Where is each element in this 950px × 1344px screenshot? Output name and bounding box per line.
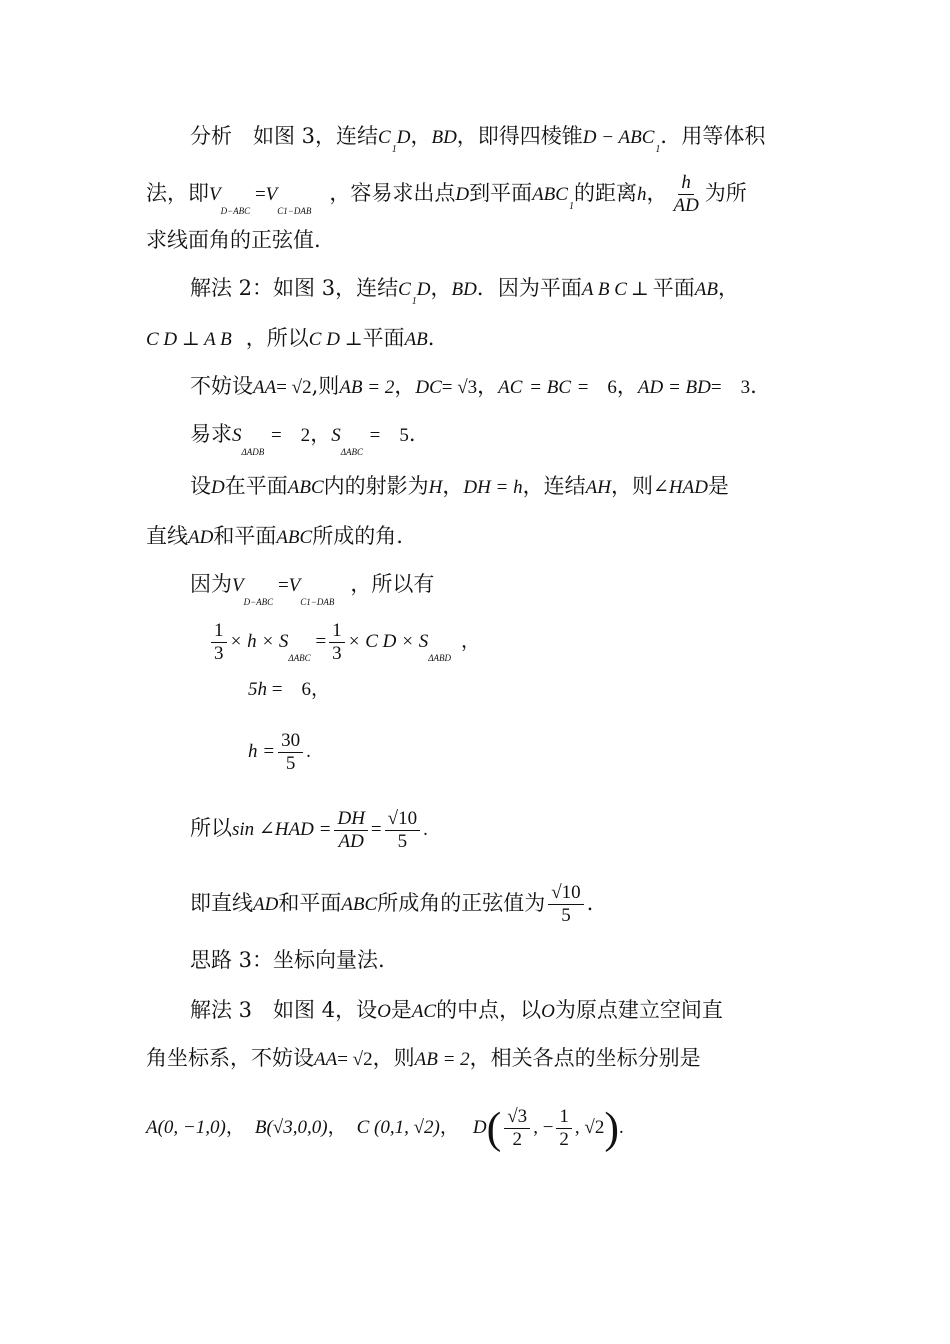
- lhs-product: × h × S: [229, 630, 289, 652]
- equation-h: [248, 730, 311, 775]
- easy-find-text: 易求: [190, 422, 232, 446]
- so-text: ，所以: [245, 326, 309, 350]
- bd-term: BD: [431, 127, 457, 148]
- ab-value: AB = 2: [339, 377, 395, 398]
- rhs-subscript: ΔABD: [428, 652, 451, 663]
- period: .: [427, 326, 435, 350]
- solution2-line-5: [190, 472, 729, 502]
- area-s1-value: = 2: [270, 425, 311, 446]
- comma: ，: [327, 1116, 347, 1138]
- solution2-line-7: [190, 570, 434, 616]
- comma: ，: [394, 374, 416, 398]
- then-text: ，则: [610, 474, 653, 498]
- period: .: [408, 422, 416, 446]
- area-s1: S: [232, 425, 242, 446]
- sine-value-text: 求线面角的正弦值.: [146, 228, 321, 252]
- c1-subscript: 1: [411, 296, 417, 307]
- one-third-den: 3: [214, 643, 224, 664]
- because-text: 因为: [190, 572, 232, 596]
- approach3-text: 思路 3：坐标向量法.: [190, 948, 385, 972]
- solution3-line-1: [190, 996, 723, 1026]
- h-over-ad-fraction: [670, 172, 701, 217]
- solution2-line-6: [146, 522, 403, 552]
- point-d: D: [211, 477, 225, 498]
- sin-angle: sin ∠HAD =: [232, 818, 332, 840]
- comma: ，: [439, 1116, 459, 1138]
- area-s1-subscript: ΔADB: [241, 447, 265, 457]
- two-den: 2: [512, 1129, 522, 1150]
- equation-5h: [248, 676, 330, 704]
- then-text: ，则: [372, 1046, 415, 1070]
- plane-abc-subscript: 1: [568, 201, 574, 212]
- is-text: 是: [390, 998, 412, 1022]
- one-num: 1: [556, 1106, 572, 1129]
- sine-is-text: 所成角的正弦值为: [377, 891, 546, 915]
- then-text: ,则: [311, 374, 340, 398]
- area-s2-subscript: ΔABC: [340, 447, 363, 457]
- comma: ，: [430, 276, 452, 300]
- point-b-coords: B(√3,0,0): [254, 1116, 328, 1138]
- solution3-lead: 解法 3 如图 4，设: [190, 998, 378, 1022]
- dc1-value: = √3: [441, 377, 478, 398]
- solution2-line-4: [190, 420, 416, 466]
- c1-letter: C: [398, 279, 411, 300]
- plane-ab1: AB: [404, 329, 428, 350]
- ac1-term: AC: [498, 377, 523, 398]
- connect-text: ，连结: [522, 474, 586, 498]
- one-third-den: 3: [332, 643, 342, 664]
- comma: ，: [646, 181, 668, 205]
- midpoint-text: 的中点，以: [436, 998, 542, 1022]
- ab-value: AB = 2: [414, 1049, 470, 1070]
- plane-text: 平面: [652, 276, 695, 300]
- rhs-value: = 6: [271, 679, 311, 700]
- dh-num: DH: [334, 808, 367, 831]
- line-text: 直线: [146, 524, 188, 548]
- comma: ，: [616, 374, 638, 398]
- dh-equation: DH = h: [463, 477, 523, 498]
- plane-abc1: ABC: [341, 894, 378, 915]
- volume-v2: V: [288, 575, 301, 596]
- comma: ，: [410, 124, 432, 148]
- angle-text: 所成的角.: [312, 524, 403, 548]
- ad-bd-term: AD = BD: [637, 377, 711, 398]
- plane-ab1: AB: [694, 279, 718, 300]
- ad-bd-value: = 3: [710, 377, 751, 398]
- plane-text: 平面: [362, 326, 405, 350]
- distance-text: 的距离: [573, 181, 637, 205]
- point-h: H: [428, 477, 443, 498]
- period: .: [423, 818, 428, 840]
- plane-abc: ABC: [532, 184, 568, 205]
- volume-method-text: ．用等体积: [660, 124, 766, 148]
- find-text: ，容易求出点: [329, 181, 456, 205]
- sine-line: [190, 808, 428, 853]
- to-plane-text: 到平面: [469, 181, 533, 205]
- conclusion-line: [190, 882, 593, 927]
- sqrt3-num: √3: [504, 1106, 530, 1129]
- so-have-text: ，所以有: [350, 572, 435, 596]
- solution3-line-2: [146, 1044, 701, 1074]
- origin-text: 为原点建立空间直: [554, 998, 723, 1022]
- and-plane-text: 和平面: [213, 524, 277, 548]
- period: .: [750, 374, 757, 398]
- method-text: 法，即: [146, 181, 209, 205]
- because-text: ．因为平面: [476, 276, 582, 300]
- comma: ，: [442, 474, 464, 498]
- h-equals: h =: [248, 740, 276, 762]
- fraction-numerator: h: [678, 172, 694, 195]
- equals: =: [370, 818, 382, 840]
- comma: ，: [460, 630, 480, 652]
- point-o: O: [541, 1001, 555, 1022]
- analysis-line-2: [146, 172, 747, 225]
- ac1-value: = 6: [577, 377, 617, 398]
- period: .: [306, 740, 311, 762]
- solution2-line-2: [146, 324, 434, 354]
- solution2-line-3: [190, 372, 757, 402]
- aa1-term: AA: [253, 377, 277, 398]
- pyramid-name: D − ABC: [582, 127, 655, 148]
- sine-text: 为所: [704, 181, 747, 205]
- and-plane-text: 和平面: [278, 891, 342, 915]
- two-den: 2: [559, 1129, 569, 1150]
- dc1-term: DC: [415, 377, 442, 398]
- let-text: 设: [190, 474, 211, 498]
- aa1-value: = √2: [337, 1049, 373, 1070]
- volume-v1: V: [232, 575, 244, 596]
- c1d-perp-a1b1: C D ⊥ A B: [146, 329, 232, 350]
- five-den: 5: [397, 831, 408, 852]
- period: .: [619, 1116, 624, 1138]
- is-text: 是: [707, 474, 729, 498]
- c1-subscript: 1: [391, 144, 397, 155]
- lhs-subscript: ΔABC: [288, 652, 311, 663]
- analysis-line-3: [146, 226, 321, 254]
- plane-abc1: ABC: [287, 477, 324, 498]
- solution2-line-1: [190, 274, 739, 316]
- point-d: D: [455, 184, 470, 205]
- points-text: ，相关各点的坐标分别是: [469, 1046, 701, 1070]
- volume-v1-subscript: D−ABC: [220, 206, 251, 216]
- comma: ，: [310, 679, 330, 700]
- rhs-product: × C D × S: [347, 630, 429, 652]
- h-numerator: 30: [278, 730, 303, 753]
- equals: =: [315, 630, 327, 652]
- in-plane-text: 在平面: [224, 474, 288, 498]
- period: .: [586, 891, 594, 915]
- h-denominator: 5: [285, 753, 296, 774]
- one-third-num: 1: [329, 620, 345, 643]
- comma: ，: [310, 422, 332, 446]
- comma: ，: [717, 276, 739, 300]
- c1-letter: C: [378, 127, 391, 148]
- angle-had: ∠HAD: [652, 477, 708, 498]
- area-s2-value: = 5: [369, 425, 409, 446]
- equals: =: [277, 575, 289, 596]
- sqrt10-num: √10: [385, 808, 420, 831]
- coordinate-text: 角坐标系，不妨设: [146, 1046, 314, 1070]
- approach3-title: [190, 946, 385, 974]
- five-den: 5: [561, 905, 571, 926]
- d-letter: D: [396, 127, 411, 148]
- ad-term: AD: [253, 894, 279, 915]
- comma: ，: [225, 1116, 245, 1138]
- area-s2: S: [331, 425, 341, 446]
- sqrt10-num: √10: [548, 882, 583, 905]
- ad-den: AD: [338, 831, 364, 852]
- comma: ，: [477, 374, 499, 398]
- h-var: h: [636, 184, 647, 205]
- so-text: 所以: [190, 815, 232, 840]
- volume-v2-subscript: C1−DAB: [300, 597, 335, 607]
- volume-v1-subscript: D−ABC: [243, 597, 274, 607]
- plane-abc1: ABC: [276, 527, 313, 548]
- d-letter: D: [416, 279, 431, 300]
- bc1-term: = BC: [529, 377, 571, 398]
- plane-a1b1c1: A B C: [581, 279, 627, 300]
- pyramid-subscript: 1: [655, 144, 661, 155]
- ac-term: AC: [411, 1001, 437, 1022]
- volume-v2-subscript: C1−DAB: [277, 206, 312, 216]
- lhs-5h: 5h: [248, 679, 267, 700]
- bd-term: BD: [451, 279, 477, 300]
- aa1-term: AA: [314, 1049, 338, 1070]
- one-third-num: 1: [211, 620, 227, 643]
- comma-minus: , −: [533, 1116, 554, 1138]
- conclusion-lead: 即直线: [190, 891, 253, 915]
- ad-term: AD: [188, 527, 214, 548]
- equals: =: [254, 184, 266, 205]
- ah-term: AH: [585, 477, 611, 498]
- perp-symbol: ⊥: [630, 279, 649, 300]
- analysis-lead: 分析 如图 3，连结: [190, 124, 379, 148]
- point-a-coords: A(0, −1,0): [146, 1116, 226, 1138]
- solution2-lead: 解法 2：如图 3，连结: [190, 276, 399, 300]
- point-o: O: [377, 1001, 391, 1022]
- aa1-value: = √2: [276, 377, 312, 398]
- pyramid-text: ，即得四棱锥: [456, 124, 583, 148]
- sqrt2-term: , √2: [574, 1116, 605, 1138]
- fraction-denominator: AD: [673, 195, 699, 216]
- volume-v1: V: [209, 184, 221, 205]
- volume-equation: [208, 620, 480, 672]
- projection-text: 内的射影为: [323, 474, 429, 498]
- c1d-perp: C D ⊥: [308, 329, 363, 350]
- point-c1-coords: C (0,1, √2): [356, 1116, 440, 1138]
- analysis-line-1: [190, 122, 765, 164]
- coordinates-line: A(0, −1,0)， B(√3,0,0)， C (0,1, √2)， D( $\frac{√3}{2}$ , − $\frac{1}{2}$ , √2).: [146, 1103, 624, 1153]
- volume-v2: V: [265, 184, 278, 205]
- point-d-label: D: [472, 1116, 487, 1138]
- assume-text: 不妨设: [190, 374, 253, 398]
